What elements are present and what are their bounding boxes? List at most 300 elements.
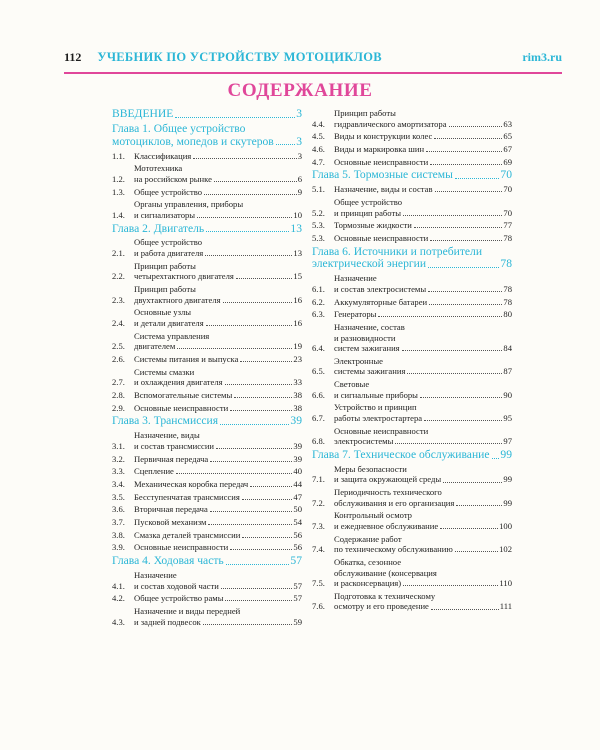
toc-entry-text-line: Назначение, состав — [334, 321, 405, 332]
toc-entry-body — [334, 322, 512, 354]
toc-entry — [112, 517, 302, 528]
toc-entry — [112, 530, 302, 541]
toc-entry-text-line: обслуживание (консервация — [334, 567, 437, 578]
toc-entry-text-line: Основные узлы — [134, 307, 192, 318]
toc-entry-body — [334, 108, 512, 129]
toc-entry-text-line: Принцип работы — [334, 108, 396, 118]
toc-entry-number: 2.9. — [112, 402, 125, 413]
toc-entry-number: 3.1. — [112, 440, 125, 451]
toc-entry — [312, 220, 512, 231]
toc-entry — [112, 430, 302, 451]
toc-entry-text-line: Смазка деталей трансмиссии — [134, 529, 241, 540]
toc-page-number: 111 — [499, 601, 512, 612]
toc-page-number: 78 — [500, 257, 512, 271]
toc-entry-body — [334, 233, 512, 244]
toc-entry-last-line — [134, 174, 302, 185]
toc-entry-last-line — [134, 530, 302, 541]
toc-entry — [112, 151, 302, 162]
toc-entry-last-line — [334, 521, 512, 532]
toc-page-number: 54 — [293, 516, 302, 527]
dot-leader — [414, 227, 503, 228]
toc-entry-last-line — [334, 208, 512, 219]
toc-entry-body — [334, 273, 512, 294]
toc-entry-number: 5.3. — [312, 232, 325, 243]
toc-entry-text-line: Система управления — [134, 330, 210, 341]
toc-entry-body — [334, 402, 512, 423]
toc-entry-last-line — [334, 131, 512, 142]
toc-page-number: 39 — [290, 414, 302, 428]
toc-entry-last-line — [334, 366, 512, 377]
toc-entry-number: 6.4. — [312, 343, 325, 354]
toc-entry-body — [312, 246, 512, 271]
toc-entry-number: 3.7. — [112, 516, 125, 527]
toc-entry-number: 1.1. — [112, 150, 125, 161]
toc-entry-last-line — [134, 479, 302, 490]
toc-entry-text-line: и сигнальные приборы — [334, 389, 418, 400]
toc-page-number: 19 — [293, 341, 302, 352]
toc-entry-last-line — [134, 492, 302, 503]
toc-entry-number: 1.2. — [112, 173, 125, 184]
toc-entry — [312, 591, 512, 612]
dot-leader — [395, 443, 502, 444]
toc-page-number: 65 — [503, 131, 512, 142]
toc-entry-last-line — [334, 309, 512, 320]
dot-leader — [230, 549, 292, 550]
toc-page-number: 78 — [503, 283, 512, 294]
toc-entry-number: 4.6. — [312, 143, 325, 154]
toc-chapter — [112, 108, 302, 121]
toc-entry — [312, 557, 512, 589]
toc-entry-text-line: и сигнализаторы — [134, 209, 196, 220]
dot-leader — [435, 191, 503, 192]
toc-entry-text-line: Глава 2. Двигатель — [112, 221, 205, 235]
site-label: rim3.ru — [522, 50, 562, 64]
toc-entry-last-line — [134, 441, 302, 452]
toc-entry-text-line: Общее устройство — [134, 186, 203, 197]
toc-entry-body — [134, 517, 302, 528]
toc-entry-text-line: Назначение, виды и состав — [334, 184, 433, 195]
toc-entry-last-line — [334, 233, 512, 244]
toc-entry-text-line: Пусковой механизм — [134, 516, 207, 527]
toc-entry — [312, 157, 512, 168]
toc-entry-number: 5.1. — [312, 184, 325, 195]
toc-page-number: 80 — [503, 309, 512, 320]
toc-page-number: 38 — [293, 389, 302, 400]
toc-entry-last-line — [134, 617, 302, 628]
toc-entry — [112, 570, 302, 591]
dot-leader — [230, 410, 292, 411]
toc-page-number: 13 — [290, 221, 302, 235]
dot-leader — [225, 384, 293, 385]
toc-entry-number: 4.3. — [112, 616, 125, 627]
toc-entry — [112, 199, 302, 220]
dot-leader — [430, 240, 502, 241]
toc-entry-text-line: Основные неисправности — [334, 232, 429, 243]
toc-entry-last-line — [134, 454, 302, 465]
toc-entry — [112, 454, 302, 465]
toc-entry-text-line: Механическая коробка передач — [134, 478, 249, 489]
dot-leader — [205, 255, 292, 256]
toc-entry — [112, 237, 302, 258]
toc-page-number: 39 — [293, 453, 302, 464]
dot-leader — [455, 551, 498, 552]
toc-entry-body — [312, 449, 512, 462]
toc-entry-text-line: Общее устройство — [334, 197, 403, 208]
toc-page-number: 69 — [503, 156, 512, 167]
toc-entry-body — [112, 123, 302, 148]
toc-page-number: 57 — [290, 554, 302, 567]
toc-entry-text-line: и состав электросистемы — [334, 283, 427, 294]
toc-entry-text-line: и охлаждения двигателя — [134, 377, 223, 388]
toc-page-number: 56 — [293, 542, 302, 553]
toc-entry-number: 3.4. — [112, 478, 125, 489]
toc-entry-last-line — [134, 151, 302, 162]
toc-entry — [312, 487, 512, 508]
dot-leader — [378, 316, 502, 317]
dot-leader — [455, 178, 499, 179]
toc-chapter — [112, 123, 302, 148]
toc-entry-last-line — [334, 144, 512, 155]
running-header — [64, 50, 562, 74]
toc-entry-last-line — [334, 343, 512, 354]
toc-entry-text-line: Основные неисправности — [334, 156, 429, 167]
toc-page-number: 9 — [297, 186, 302, 197]
toc-entry-last-line — [134, 271, 302, 282]
toc-page-number: 3 — [296, 134, 302, 148]
toc-entry — [112, 354, 302, 365]
toc-entry-last-line — [134, 593, 302, 604]
toc-entry-body — [334, 591, 512, 612]
toc-entry-body — [334, 356, 512, 377]
dot-leader — [223, 302, 293, 303]
toc-entry-text-line: систем зажигания — [334, 343, 400, 354]
toc-page-number: 99 — [500, 447, 512, 461]
dot-leader — [430, 164, 502, 165]
toc-entry — [112, 466, 302, 477]
dot-leader — [214, 181, 297, 182]
toc-entry-last-line — [134, 248, 302, 259]
toc-page-number: 50 — [293, 504, 302, 515]
toc-entry-text-line: электрической энергии — [312, 257, 427, 271]
toc-entry-text-line: Назначение и виды передней — [134, 605, 241, 616]
toc-entry-body — [134, 187, 302, 198]
toc-entry-body — [134, 606, 302, 627]
toc-entry-body — [134, 570, 302, 591]
toc-entry-body — [334, 144, 512, 155]
toc-entry-number: 6.5. — [312, 366, 325, 377]
toc-entry-number: 7.5. — [312, 578, 325, 589]
toc-entry-last-line — [334, 413, 512, 424]
toc-entry — [112, 542, 302, 553]
toc-entry-text-line: ВВЕДЕНИЕ — [112, 107, 174, 120]
toc-entry-text-line: Содержание работ — [334, 533, 402, 544]
toc-entry-number: 6.7. — [312, 412, 325, 423]
dot-leader — [204, 194, 297, 195]
toc-entry-text-line: Органы управления, приборы — [134, 199, 244, 210]
toc-entry-body — [134, 261, 302, 282]
toc-entry-text-line: и защита окружающей среды — [334, 474, 442, 485]
toc-entry-number: 6.2. — [312, 296, 325, 307]
toc-entry-text-line: и состав трансмиссии — [134, 440, 215, 451]
toc-entry — [112, 307, 302, 328]
toc-entry-text-line: на российском рынке — [134, 173, 212, 184]
toc-chapter — [112, 555, 302, 568]
toc-entry-body — [334, 157, 512, 168]
toc-entry-body — [134, 307, 302, 328]
toc-entry-text-line: Глава 1. Общее устройство — [112, 121, 246, 135]
toc-chapter — [312, 449, 512, 462]
toc-entry-text-line: Мототехника — [134, 163, 183, 174]
toc-entry-text-line: Принцип работы — [134, 260, 196, 271]
dot-leader — [226, 564, 290, 565]
toc-chapter — [312, 169, 512, 182]
toc-page-number: 100 — [499, 521, 512, 532]
toc-entry-last-line — [334, 578, 512, 589]
toc-entry-number: 6.6. — [312, 389, 325, 400]
toc-entry — [112, 284, 302, 305]
toc-entry-number: 2.8. — [112, 389, 125, 400]
toc-entry-body — [134, 284, 302, 305]
toc-entry — [312, 402, 512, 423]
toc-page-number: 10 — [293, 209, 302, 220]
dot-leader — [221, 588, 293, 589]
toc-entry-last-line — [334, 119, 512, 130]
toc-page-number: 16 — [293, 317, 302, 328]
toc-page-number: 3 — [297, 150, 302, 161]
toc-entry-text-line: Виды и конструкции колес — [334, 131, 433, 142]
toc-entry-last-line — [334, 390, 512, 401]
toc-entry-body — [134, 542, 302, 553]
dot-leader — [492, 458, 500, 459]
toc-entry-body — [134, 199, 302, 220]
toc-entry-last-line — [134, 581, 302, 592]
toc-entry-text-line: Обкатка, сезонное — [334, 557, 402, 568]
toc-entry-body — [134, 151, 302, 162]
dot-leader — [429, 304, 502, 305]
toc-entry-number: 2.5. — [112, 341, 125, 352]
dot-leader — [236, 278, 293, 279]
toc-entry — [112, 261, 302, 282]
toc-entry-number: 2.2. — [112, 271, 125, 282]
toc-entry — [312, 322, 512, 354]
toc-page-number: 102 — [499, 544, 512, 555]
toc-entry-text-line: и состав ходовой части — [134, 580, 219, 591]
toc-entry-last-line — [334, 157, 512, 168]
toc-entry-text-line: и работа двигателя — [134, 248, 204, 259]
toc-entry-body — [134, 479, 302, 490]
toc-entry-body — [134, 331, 302, 352]
dot-leader — [193, 158, 296, 159]
toc-entry-body — [134, 430, 302, 451]
toc-page-number: 99 — [503, 474, 512, 485]
toc-entry-number: 7.4. — [312, 544, 325, 555]
toc-entry — [312, 184, 512, 195]
dot-leader — [250, 486, 292, 487]
toc-entry — [312, 297, 512, 308]
toc-entry-body — [334, 220, 512, 231]
toc-entry-text-line: и принцип работы — [334, 207, 401, 218]
dot-leader — [210, 461, 292, 462]
toc-entry-last-line — [112, 136, 302, 149]
toc-entry-number: 5.2. — [312, 207, 325, 218]
toc-page-number: 99 — [503, 497, 512, 508]
toc-entry-number: 2.6. — [112, 353, 125, 364]
toc-page-number: 47 — [293, 491, 302, 502]
dot-leader — [216, 448, 292, 449]
dot-leader — [402, 350, 503, 351]
toc-entry-text-line: Электронные — [334, 355, 383, 366]
dot-leader — [428, 291, 502, 292]
toc-entry-text-line: Глава 4. Ходовая часть — [112, 554, 224, 567]
toc-entry — [112, 403, 302, 414]
toc-page-number: 90 — [503, 389, 512, 400]
toc-entry — [312, 273, 512, 294]
toc-entry-number: 2.7. — [112, 377, 125, 388]
dot-leader — [176, 473, 293, 474]
toc-entry-number: 3.6. — [112, 504, 125, 515]
dot-leader — [197, 217, 292, 218]
toc-entry-last-line — [334, 498, 512, 509]
toc-entry — [312, 197, 512, 218]
toc-entry-body — [134, 530, 302, 541]
toc-entry-text-line: и задней подвесок — [134, 616, 201, 627]
toc-page-number: 23 — [293, 353, 302, 364]
toc-page-number: 44 — [293, 478, 302, 489]
toc-entry-number: 3.8. — [112, 529, 125, 540]
toc-page-number: 38 — [293, 402, 302, 413]
toc-entry-text-line: и детали двигателя — [134, 317, 204, 328]
dot-leader — [434, 138, 502, 139]
toc-entry — [312, 534, 512, 555]
toc-entry-body — [334, 464, 512, 485]
toc-page-number: 56 — [293, 529, 302, 540]
toc-entry-last-line — [112, 555, 302, 568]
toc-entry-last-line — [334, 544, 512, 555]
toc-entry-text-line: Системы питания и выпуска — [134, 353, 239, 364]
dot-leader — [210, 511, 293, 512]
toc-entry-last-line — [134, 341, 302, 352]
toc-entry-text-line: Световые — [334, 379, 370, 390]
toc-entry-last-line — [312, 449, 512, 462]
toc-page-number: 57 — [293, 580, 302, 591]
dot-leader — [449, 126, 503, 127]
toc-entry-body — [334, 197, 512, 218]
dot-leader — [276, 144, 295, 145]
toc-page-number: 6 — [297, 173, 302, 184]
toc-entry-last-line — [134, 504, 302, 515]
toc-entry-text-line: Тормозные жидкости — [334, 220, 412, 231]
toc-page-number: 13 — [293, 248, 302, 259]
toc-entry — [312, 464, 512, 485]
toc-entry — [112, 593, 302, 604]
toc-right-column — [312, 108, 512, 614]
toc-entry-text-line: Классификация — [134, 150, 192, 161]
dot-leader — [428, 267, 499, 268]
toc-entry-last-line — [112, 223, 302, 236]
dot-leader — [403, 215, 502, 216]
toc-entry-number: 5.3. — [312, 220, 325, 231]
toc-entry-body — [112, 108, 302, 121]
toc-page-number: 16 — [293, 294, 302, 305]
toc-page-number: 3 — [296, 107, 302, 120]
toc-page-number: 78 — [503, 232, 512, 243]
toc-entry-text-line: Генераторы — [334, 309, 377, 320]
toc-entry-last-line — [134, 542, 302, 553]
toc-entry-last-line — [334, 601, 512, 612]
toc-entry-text-line: Аккумуляторные батареи — [334, 296, 428, 307]
toc-entry-body — [134, 593, 302, 604]
dot-leader — [234, 397, 292, 398]
toc-entry-body — [134, 454, 302, 465]
toc-entry-last-line — [334, 297, 512, 308]
toc-entry-text-line: и расконсервация) — [334, 578, 402, 589]
toc-entry-text-line: системы зажигания — [334, 366, 406, 377]
toc-page-number: 40 — [293, 466, 302, 477]
toc-entry — [112, 390, 302, 401]
toc-entry-text-line: Основные неисправности — [334, 425, 429, 436]
toc-entry-number: 1.3. — [112, 186, 125, 197]
toc-entry-last-line — [134, 354, 302, 365]
dot-leader — [177, 348, 292, 349]
dot-leader — [242, 537, 292, 538]
toc-entry-body — [334, 487, 512, 508]
toc-entry — [312, 379, 512, 400]
dot-leader — [220, 424, 289, 425]
toc-entry-last-line — [112, 415, 302, 428]
toc-entry-last-line — [312, 169, 512, 182]
toc-entry-last-line — [134, 377, 302, 388]
running-title: УЧЕБНИК ПО УСТРОЙСТВУ МОТОЦИКЛОВ — [97, 50, 382, 64]
dot-leader — [240, 361, 292, 362]
toc-entry-number: 2.3. — [112, 294, 125, 305]
toc-entry-text-line: по техническому обслуживанию — [334, 544, 453, 555]
toc-page-number: 77 — [503, 220, 512, 231]
toc-entry — [112, 187, 302, 198]
dot-leader — [426, 151, 502, 152]
toc-page-number: 97 — [503, 436, 512, 447]
toc-entry-last-line — [112, 108, 302, 121]
toc-entry-number: 3.2. — [112, 453, 125, 464]
toc-entry-last-line — [334, 474, 512, 485]
toc-entry-text-line: Вспомогательные системы — [134, 389, 233, 400]
toc-entry-number: 2.4. — [112, 317, 125, 328]
dot-leader — [424, 420, 502, 421]
toc-entry-last-line — [334, 284, 512, 295]
toc-entry-last-line — [134, 295, 302, 306]
toc-page-number: 95 — [503, 412, 512, 423]
dot-leader — [407, 373, 502, 374]
dot-leader — [456, 505, 502, 506]
dot-leader — [440, 528, 498, 529]
toc-entry-number: 7.1. — [312, 474, 325, 485]
toc-entry-last-line — [134, 318, 302, 329]
toc-page-number: 78 — [503, 296, 512, 307]
toc-page-number: 15 — [293, 271, 302, 282]
toc-entry-body — [112, 555, 302, 568]
toc-entry-number: 4.7. — [312, 156, 325, 167]
toc-entry-number: 7.6. — [312, 601, 325, 612]
toc-entry-text-line: обслуживания и его организация — [334, 497, 455, 508]
toc-entry — [112, 331, 302, 352]
toc-chapter — [312, 246, 512, 271]
toc-entry — [312, 510, 512, 531]
toc-entry-number: 3.5. — [112, 491, 125, 502]
toc-entry-body — [334, 426, 512, 447]
toc-page-number: 57 — [293, 593, 302, 604]
toc-entry-text-line: двухтактного двигателя — [134, 294, 221, 305]
toc-entry-text-line: Вторичная передача — [134, 504, 208, 515]
toc-entry-text-line: Первичная передача — [134, 453, 209, 464]
